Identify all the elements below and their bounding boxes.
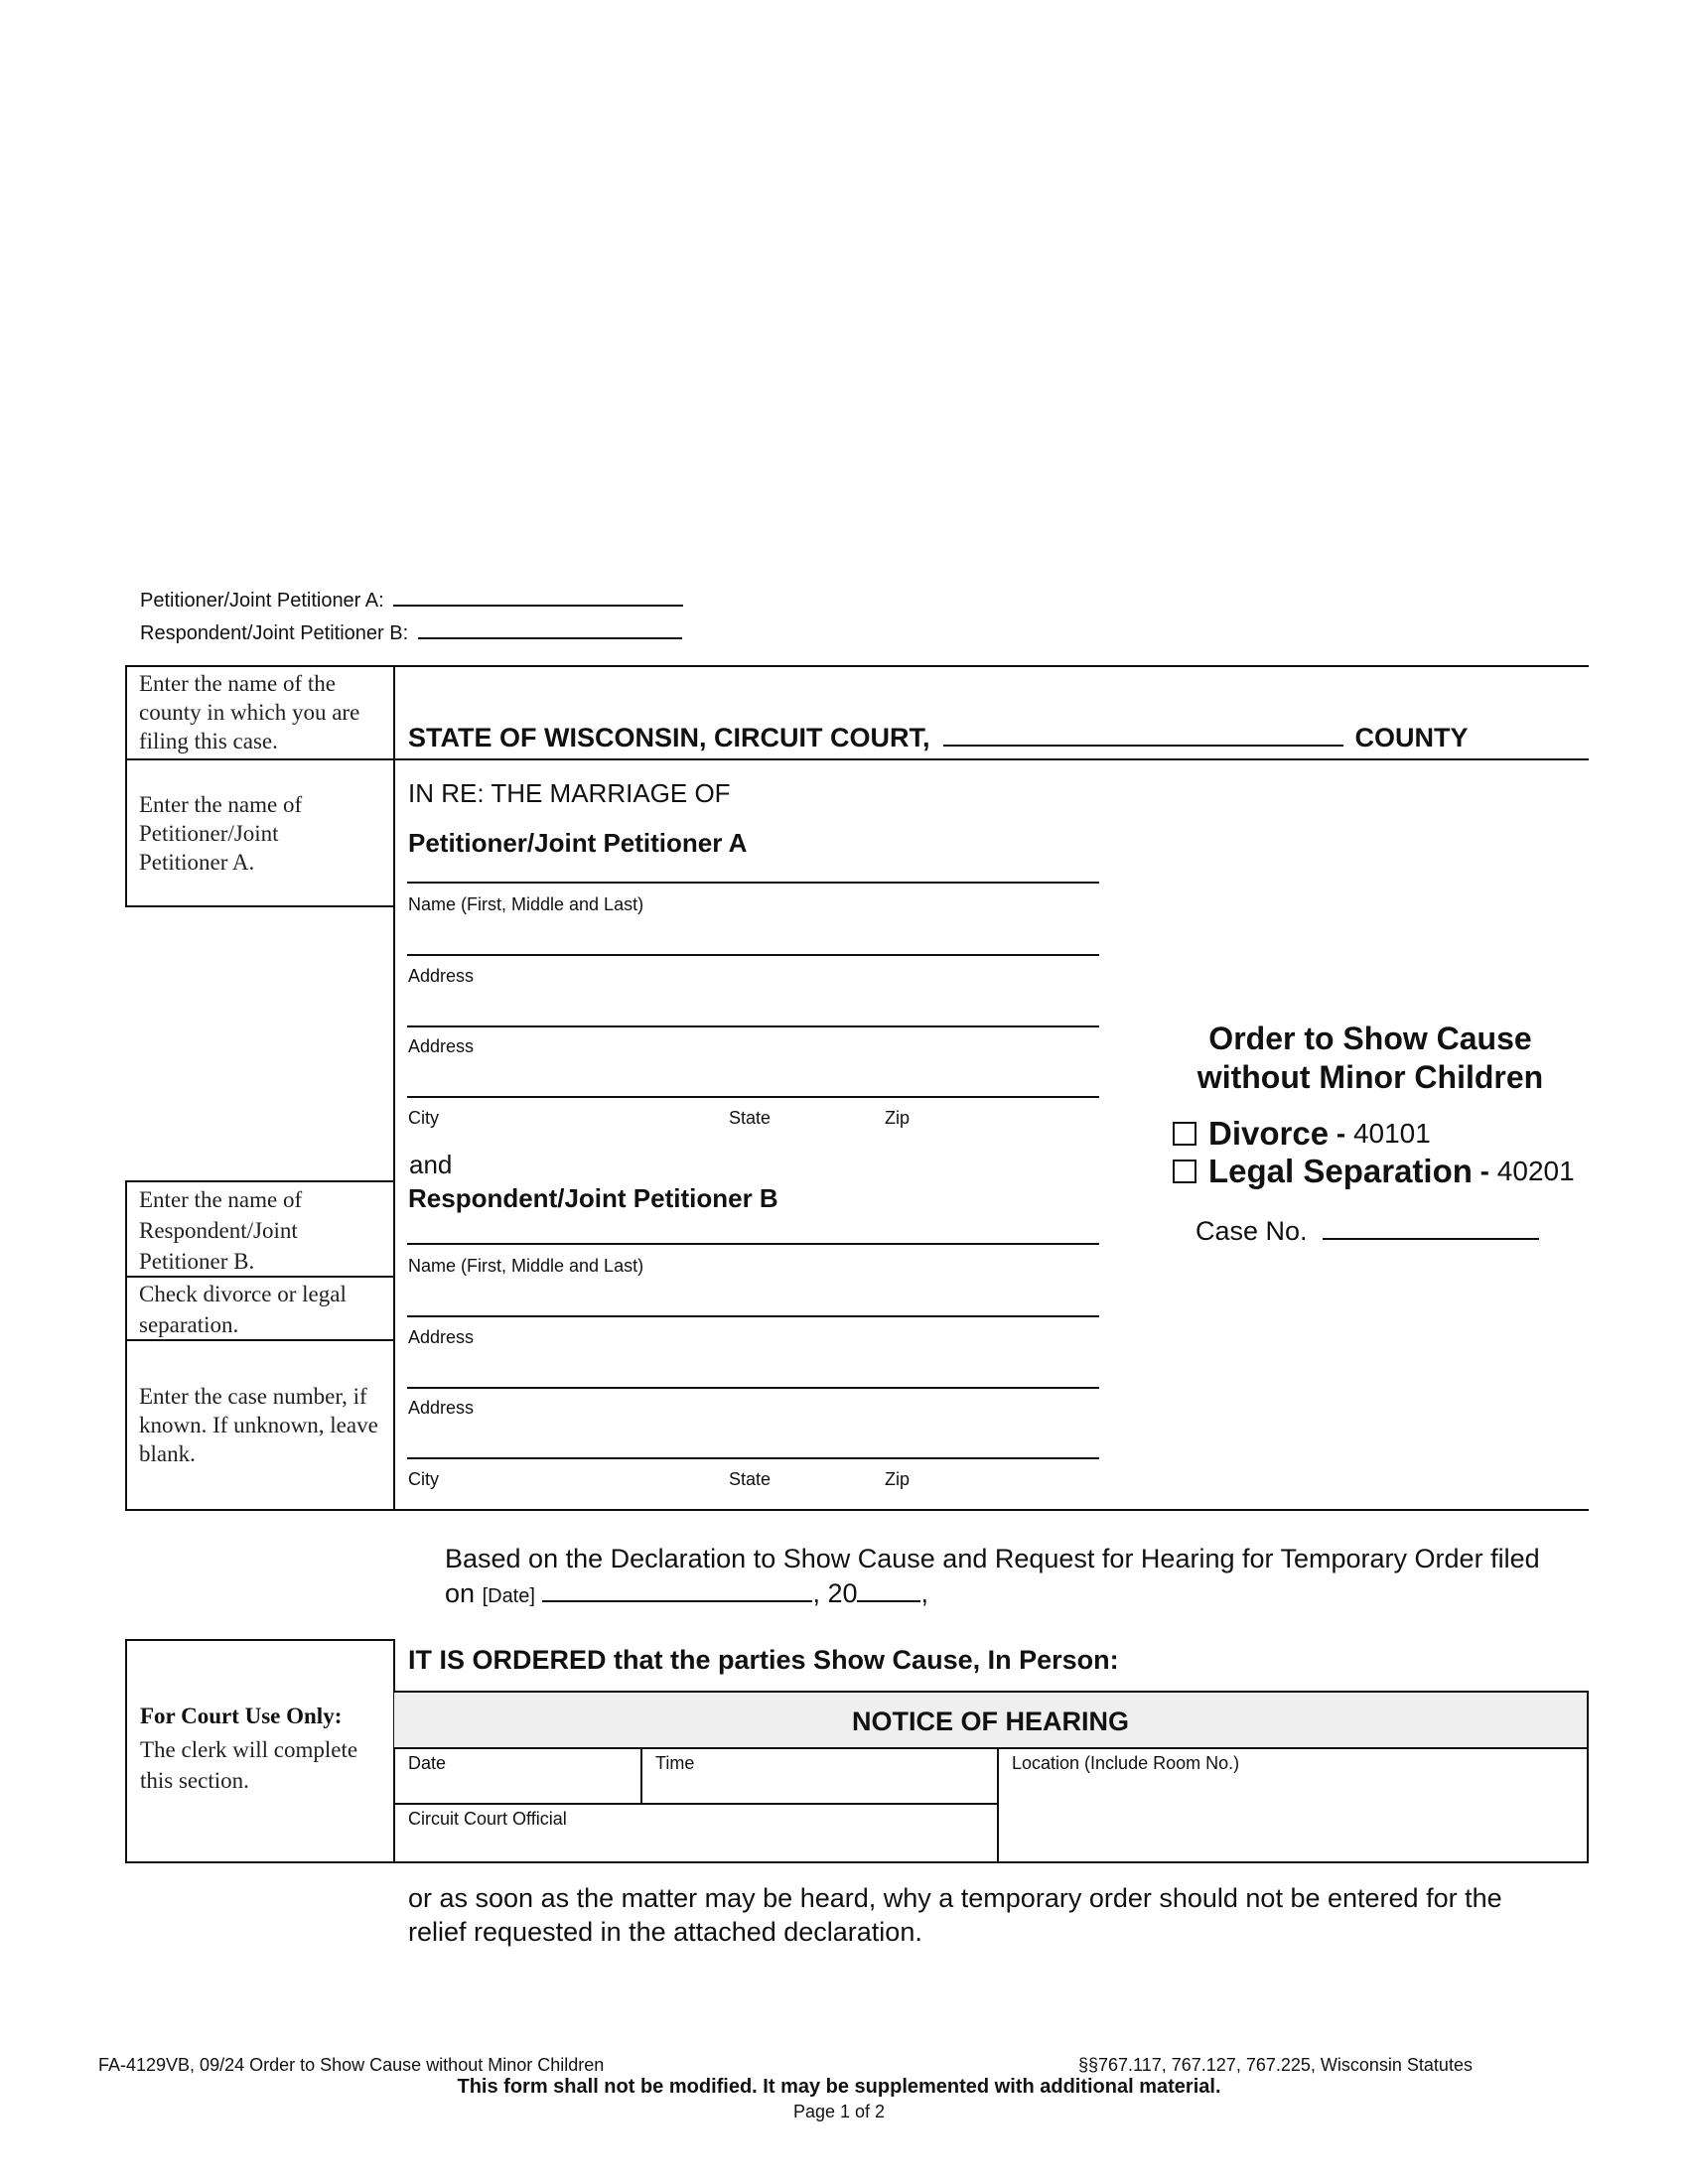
frame-county-line bbox=[125, 758, 1589, 760]
note-respondent-b: Enter the name of Respondent/Joint Petitioner B. bbox=[139, 1187, 303, 1274]
declaration-date-field[interactable] bbox=[542, 1578, 812, 1602]
divorce-code: 40101 bbox=[1352, 1118, 1431, 1149]
petitioner-a-heading: Petitioner/Joint Petitioner A bbox=[408, 828, 748, 858]
note-b-top-line bbox=[125, 1180, 395, 1182]
court-use-title: For Court Use Only: bbox=[140, 1704, 343, 1728]
notice-time-label: Time bbox=[655, 1753, 695, 1773]
court-use-top-line bbox=[125, 1639, 395, 1641]
petitioner-address2-label: Address bbox=[408, 1036, 475, 1056]
respondent-b-caption-field[interactable] bbox=[418, 623, 682, 639]
note-petitioner-a: Enter the name of Petitioner/Joint Petitioner A. bbox=[139, 792, 303, 875]
frame-bottom-line bbox=[125, 1509, 1589, 1511]
case-no-field[interactable] bbox=[1323, 1218, 1539, 1240]
notice-row-line bbox=[393, 1803, 999, 1805]
form-title bbox=[1142, 1020, 1599, 1097]
respondent-b-caption bbox=[140, 622, 682, 645]
note-a-bottom-line bbox=[125, 905, 395, 907]
county-label: COUNTY bbox=[1354, 723, 1469, 752]
respondent-address1-label: Address bbox=[408, 1327, 475, 1347]
notice-date-label: Date bbox=[408, 1753, 447, 1773]
petitioner-a-caption bbox=[140, 590, 683, 613]
respondent-city-label: City bbox=[408, 1469, 439, 1489]
petitioner-a-caption-label: Petitioner/Joint Petitioner A: bbox=[140, 590, 384, 612]
form-title-line2: without Minor Children bbox=[1196, 1059, 1544, 1095]
legal-separation-label: Legal Separation bbox=[1208, 1153, 1473, 1189]
notice-official-label: Circuit Court Official bbox=[408, 1809, 567, 1829]
state-court-label: STATE OF WISCONSIN, CIRCUIT COURT, bbox=[408, 723, 930, 752]
divorce-option[interactable] bbox=[1173, 1115, 1431, 1153]
petitioner-a-caption-field[interactable] bbox=[393, 591, 683, 607]
declaration-comma: , bbox=[920, 1578, 928, 1608]
notice-title: NOTICE OF HEARING bbox=[851, 1706, 1129, 1736]
petitioner-address1-label: Address bbox=[408, 966, 475, 986]
case-number bbox=[1196, 1216, 1539, 1247]
legal-separation-option[interactable] bbox=[1173, 1153, 1575, 1190]
in-re-label: IN RE: THE MARRIAGE OF bbox=[408, 778, 731, 808]
declaration-date-line bbox=[445, 1578, 928, 1609]
declaration-date-hint: [Date] bbox=[482, 1585, 535, 1607]
petitioner-address2-line[interactable] bbox=[407, 1025, 1099, 1027]
court-header bbox=[408, 721, 1469, 753]
petitioner-name-label: Name (First, Middle and Last) bbox=[408, 894, 644, 914]
respondent-address1-line[interactable] bbox=[407, 1315, 1099, 1317]
order-heading: IT IS ORDERED that the parties Show Cause, In Person: bbox=[408, 1645, 1119, 1675]
respondent-address2-label: Address bbox=[408, 1398, 475, 1418]
petitioner-city-line[interactable] bbox=[407, 1096, 1099, 1098]
notice-header-bottom-line bbox=[393, 1747, 1589, 1749]
respondent-address2-line[interactable] bbox=[407, 1387, 1099, 1389]
respondent-name-label: Name (First, Middle and Last) bbox=[408, 1256, 644, 1276]
form-title-line1: Order to Show Cause bbox=[1208, 1021, 1532, 1056]
frame-divider-line bbox=[393, 665, 395, 1511]
respondent-b-heading: Respondent/Joint Petitioner B bbox=[408, 1183, 778, 1213]
footer-page: Page 1 of 2 bbox=[792, 2102, 886, 2121]
declaration-year-field[interactable] bbox=[857, 1578, 920, 1602]
respondent-state-label: State bbox=[729, 1469, 772, 1489]
declaration-year-prefix: , 20 bbox=[812, 1578, 858, 1608]
notice-right-line bbox=[1587, 1691, 1589, 1863]
notice-date-time-divider bbox=[640, 1747, 642, 1805]
respondent-zip-label: Zip bbox=[885, 1469, 911, 1489]
footer-warning: This form shall not be modified. It may be supplemented with additional material. bbox=[457, 2076, 1221, 2098]
declaration-on: on bbox=[445, 1578, 476, 1608]
note-case-number: Enter the case number, if known. If unknown, leave blank. bbox=[139, 1384, 378, 1466]
divorce-separator: - bbox=[1329, 1118, 1353, 1149]
footer-form-id: FA-4129VB, 09/24 Order to Show Cause without Minor Children bbox=[98, 2055, 605, 2075]
frame-top-line bbox=[125, 665, 1589, 667]
declaration-text: Based on the Declaration to Show Cause and Request for Hearing for Temporary Order filed bbox=[445, 1544, 1540, 1573]
legal-separation-separator: - bbox=[1472, 1156, 1497, 1186]
petitioner-state-label: State bbox=[729, 1108, 772, 1128]
respondent-name-line[interactable] bbox=[407, 1243, 1099, 1245]
note-check-type: Check divorce or legal separation. bbox=[139, 1282, 347, 1337]
county-field[interactable] bbox=[943, 721, 1343, 747]
legal-separation-checkbox[interactable] bbox=[1173, 1160, 1196, 1183]
note-county: Enter the name of the county in which you are filing this case. bbox=[139, 671, 360, 753]
and-label: and bbox=[409, 1150, 453, 1179]
notice-location-divider bbox=[997, 1747, 999, 1863]
divorce-label: Divorce bbox=[1208, 1115, 1330, 1152]
notes-left-line-bottom bbox=[125, 1180, 127, 1511]
notes-left-line-top bbox=[125, 665, 127, 907]
petitioner-address1-line[interactable] bbox=[407, 954, 1099, 956]
respondent-b-caption-label: Respondent/Joint Petitioner B: bbox=[140, 622, 409, 644]
court-use-right-line bbox=[393, 1639, 395, 1863]
footer-statutes: §§767.117, 767.127, 767.225, Wisconsin Statutes bbox=[1078, 2055, 1473, 2075]
petitioner-name-line[interactable] bbox=[407, 882, 1099, 884]
petitioner-zip-label: Zip bbox=[885, 1108, 911, 1128]
notice-location-label: Location (Include Room No.) bbox=[1012, 1753, 1240, 1773]
closing-line1: or as soon as the matter may be heard, why a temporary order should not be entered for the bbox=[408, 1883, 1502, 1913]
case-no-label: Case No. bbox=[1196, 1216, 1308, 1246]
notice-header bbox=[394, 1691, 1589, 1748]
closing-line2: relief requested in the attached declaration. bbox=[408, 1917, 922, 1947]
divorce-checkbox[interactable] bbox=[1173, 1122, 1196, 1146]
respondent-city-line[interactable] bbox=[407, 1457, 1099, 1459]
petitioner-city-label: City bbox=[408, 1108, 439, 1128]
court-use-bottom-line bbox=[125, 1861, 1589, 1863]
legal-separation-code: 40201 bbox=[1496, 1156, 1575, 1186]
court-use-text: The clerk will complete this section. bbox=[140, 1737, 358, 1793]
court-use-left-line bbox=[125, 1639, 127, 1863]
